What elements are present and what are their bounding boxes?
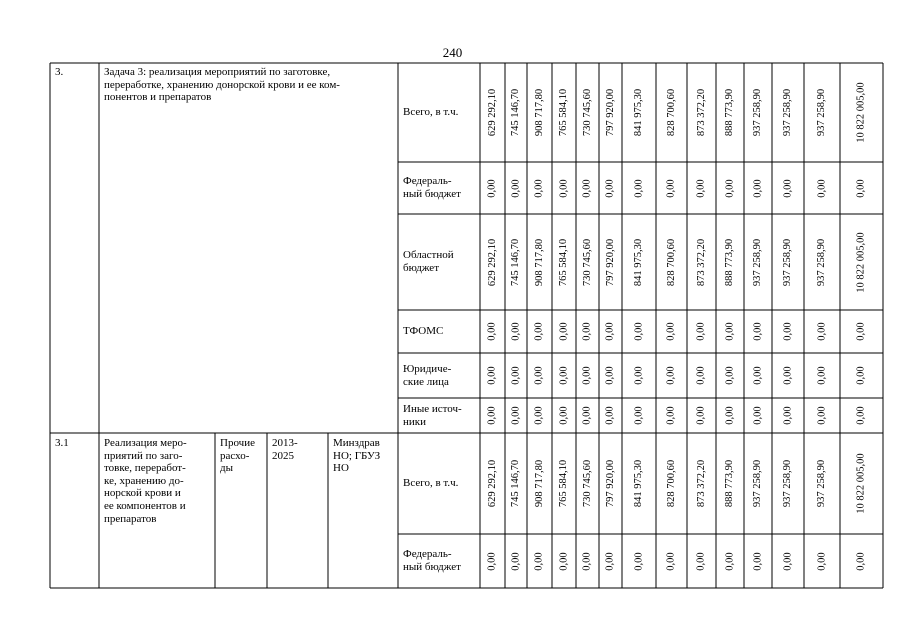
value-text: 0,00 bbox=[510, 178, 522, 198]
value-text: 888 773,90 bbox=[724, 88, 736, 137]
value-text: 937 258,90 bbox=[782, 238, 794, 286]
value-text: 0,00 bbox=[510, 551, 522, 571]
value-text: 765 584,10 bbox=[558, 238, 570, 286]
value-cell bbox=[527, 162, 552, 214]
value-text: 0,00 bbox=[724, 322, 736, 341]
value-text: 0,00 bbox=[605, 178, 616, 198]
value-cell bbox=[804, 214, 840, 310]
value-cell bbox=[840, 310, 883, 353]
value-text: 937 258,90 bbox=[782, 88, 794, 137]
value-cell bbox=[480, 214, 505, 310]
value-text: 873 372,20 bbox=[696, 459, 707, 508]
value-text: 629 292,10 bbox=[487, 459, 498, 508]
value-text: 0,00 bbox=[510, 406, 522, 425]
value-cell bbox=[716, 398, 744, 433]
value-cell bbox=[576, 162, 599, 214]
value-cell bbox=[687, 214, 716, 310]
value-text: 0,00 bbox=[633, 366, 645, 385]
value-cell bbox=[552, 63, 576, 162]
value-text: 0,00 bbox=[696, 178, 707, 198]
value-text: 0,00 bbox=[582, 551, 593, 571]
value-cell bbox=[527, 63, 552, 162]
value-cell bbox=[599, 534, 622, 588]
value-text: 0,00 bbox=[534, 406, 545, 425]
value-cell bbox=[744, 310, 772, 353]
value-text: 0,00 bbox=[782, 406, 794, 425]
value-cell bbox=[480, 398, 505, 433]
value-cell bbox=[505, 310, 527, 353]
row-category-label: Федераль- ный бюджет bbox=[403, 175, 461, 200]
value-cell bbox=[772, 310, 804, 353]
value-text: 0,00 bbox=[487, 322, 498, 341]
value-text: 0,00 bbox=[782, 322, 794, 341]
value-text: 0,00 bbox=[856, 322, 867, 341]
value-cell bbox=[772, 398, 804, 433]
value-cell bbox=[527, 398, 552, 433]
value-cell bbox=[804, 310, 840, 353]
value-cell bbox=[622, 214, 656, 310]
value-cell bbox=[687, 162, 716, 214]
value-text: 0,00 bbox=[816, 551, 828, 571]
value-text: 0,00 bbox=[487, 406, 498, 425]
value-cell bbox=[840, 433, 883, 534]
value-cell bbox=[687, 63, 716, 162]
period: 2013- 2025 bbox=[272, 437, 298, 462]
value-text: 0,00 bbox=[752, 178, 764, 198]
value-text: 745 146,70 bbox=[510, 459, 522, 508]
value-text: 937 258,90 bbox=[816, 238, 828, 286]
value-text: 0,00 bbox=[856, 366, 867, 385]
value-cell bbox=[716, 433, 744, 534]
value-text: 0,00 bbox=[666, 406, 677, 425]
value-text: 0,00 bbox=[633, 322, 645, 341]
value-cell bbox=[804, 534, 840, 588]
value-text: 745 146,70 bbox=[510, 238, 522, 286]
value-text: 0,00 bbox=[816, 366, 828, 385]
value-text: 0,00 bbox=[666, 551, 677, 571]
value-text: 0,00 bbox=[724, 366, 736, 385]
value-cell bbox=[840, 534, 883, 588]
value-cell bbox=[576, 310, 599, 353]
subsection-number: 3.1 bbox=[55, 437, 69, 449]
value-text: 0,00 bbox=[558, 366, 570, 385]
value-text: 629 292,10 bbox=[487, 238, 498, 286]
value-cell bbox=[552, 162, 576, 214]
expense-type: Прочие расхо- ды bbox=[220, 437, 255, 475]
value-cell bbox=[656, 398, 687, 433]
value-cell bbox=[716, 162, 744, 214]
row-category-label: Федераль- ный бюджет bbox=[403, 548, 461, 573]
value-text: 0,00 bbox=[696, 551, 707, 571]
row-category-label: Областной бюджет bbox=[403, 249, 454, 274]
value-cell bbox=[576, 398, 599, 433]
value-cell bbox=[480, 162, 505, 214]
value-cell bbox=[576, 534, 599, 588]
value-cell bbox=[656, 214, 687, 310]
value-text: 10 822 005,00 bbox=[856, 82, 867, 143]
value-text: 0,00 bbox=[782, 551, 794, 571]
value-cell bbox=[840, 162, 883, 214]
value-cell bbox=[804, 162, 840, 214]
value-text: 937 258,90 bbox=[752, 459, 764, 508]
value-cell bbox=[576, 353, 599, 398]
row-category-label: Всего, в т.ч. bbox=[403, 106, 459, 119]
value-cell bbox=[622, 63, 656, 162]
row-category-label: Юридиче- ские лица bbox=[403, 362, 452, 388]
value-text: 0,00 bbox=[782, 366, 794, 385]
value-cell bbox=[687, 310, 716, 353]
executor: Минздрав НО; ГБУЗ НО bbox=[333, 437, 381, 475]
value-text: 0,00 bbox=[666, 366, 677, 385]
section-number: 3. bbox=[55, 66, 64, 78]
value-text: 797 920,00 bbox=[605, 88, 616, 137]
value-text: 0,00 bbox=[558, 178, 570, 198]
value-text: 0,00 bbox=[582, 406, 593, 425]
page-number: 240 bbox=[442, 45, 463, 60]
value-text: 0,00 bbox=[752, 322, 764, 341]
value-cell bbox=[656, 63, 687, 162]
value-text: 0,00 bbox=[856, 178, 867, 198]
value-text: 0,00 bbox=[605, 366, 616, 385]
value-text: 937 258,90 bbox=[816, 459, 828, 508]
row-category-label: Всего, в т.ч. bbox=[403, 477, 459, 490]
value-cell bbox=[716, 63, 744, 162]
value-text: 730 745,60 bbox=[582, 459, 593, 508]
value-cell bbox=[505, 63, 527, 162]
value-text: 908 717,80 bbox=[534, 238, 545, 286]
value-cell bbox=[505, 214, 527, 310]
value-text: 908 717,80 bbox=[534, 459, 545, 508]
value-cell bbox=[527, 433, 552, 534]
value-text: 797 920,00 bbox=[605, 459, 616, 508]
value-cell bbox=[480, 353, 505, 398]
value-cell bbox=[576, 214, 599, 310]
value-cell bbox=[840, 63, 883, 162]
value-cell bbox=[716, 534, 744, 588]
value-text: 0,00 bbox=[696, 366, 707, 385]
value-cell bbox=[505, 398, 527, 433]
value-cell bbox=[772, 162, 804, 214]
value-cell bbox=[687, 353, 716, 398]
value-text: 937 258,90 bbox=[752, 238, 764, 286]
value-cell bbox=[656, 433, 687, 534]
value-cell bbox=[772, 63, 804, 162]
value-text: 745 146,70 bbox=[510, 88, 522, 137]
value-text: 0,00 bbox=[782, 178, 794, 198]
value-cell bbox=[744, 353, 772, 398]
value-text: 0,00 bbox=[487, 178, 498, 198]
value-text: 0,00 bbox=[558, 322, 570, 341]
value-text: 841 975,30 bbox=[633, 88, 645, 137]
value-cell bbox=[716, 353, 744, 398]
value-cell bbox=[480, 433, 505, 534]
value-text: 937 258,90 bbox=[752, 88, 764, 137]
value-cell bbox=[622, 162, 656, 214]
value-cell bbox=[656, 310, 687, 353]
value-cell bbox=[552, 353, 576, 398]
value-text: 0,00 bbox=[605, 406, 616, 425]
value-cell bbox=[552, 398, 576, 433]
value-cell bbox=[622, 353, 656, 398]
value-text: 828 700,60 bbox=[666, 238, 677, 286]
value-text: 0,00 bbox=[534, 551, 545, 571]
value-text: 0,00 bbox=[534, 366, 545, 385]
value-cell bbox=[505, 162, 527, 214]
value-text: 888 773,90 bbox=[724, 238, 736, 286]
value-cell bbox=[804, 398, 840, 433]
value-text: 0,00 bbox=[605, 551, 616, 571]
value-text: 828 700,60 bbox=[666, 88, 677, 137]
value-cell bbox=[599, 433, 622, 534]
value-cell bbox=[716, 214, 744, 310]
value-text: 0,00 bbox=[666, 322, 677, 341]
value-cell bbox=[656, 162, 687, 214]
value-cell bbox=[527, 310, 552, 353]
value-cell bbox=[622, 398, 656, 433]
value-cell bbox=[599, 353, 622, 398]
value-cell bbox=[480, 534, 505, 588]
value-text: 0,00 bbox=[856, 551, 867, 571]
value-cell bbox=[772, 433, 804, 534]
value-cell bbox=[527, 534, 552, 588]
value-text: 0,00 bbox=[582, 322, 593, 341]
value-text: 10 822 005,00 bbox=[856, 453, 867, 514]
value-text: 937 258,90 bbox=[816, 88, 828, 137]
value-text: 0,00 bbox=[752, 406, 764, 425]
value-text: 0,00 bbox=[558, 406, 570, 425]
value-text: 0,00 bbox=[816, 322, 828, 341]
value-text: 0,00 bbox=[510, 366, 522, 385]
value-text: 0,00 bbox=[510, 322, 522, 341]
value-text: 0,00 bbox=[633, 178, 645, 198]
value-cell bbox=[505, 534, 527, 588]
value-cell bbox=[687, 398, 716, 433]
value-text: 0,00 bbox=[696, 322, 707, 341]
value-cell bbox=[622, 433, 656, 534]
value-cell bbox=[744, 63, 772, 162]
value-text: 765 584,10 bbox=[558, 88, 570, 137]
value-cell bbox=[744, 162, 772, 214]
value-cell bbox=[599, 310, 622, 353]
value-cell bbox=[480, 63, 505, 162]
value-text: 0,00 bbox=[605, 322, 616, 341]
value-cell bbox=[656, 353, 687, 398]
value-text: 841 975,30 bbox=[633, 459, 645, 508]
value-cell bbox=[840, 214, 883, 310]
value-text: 841 975,30 bbox=[633, 238, 645, 286]
value-text: 0,00 bbox=[633, 551, 645, 571]
value-cell bbox=[772, 214, 804, 310]
value-text: 0,00 bbox=[534, 178, 545, 198]
value-cell bbox=[599, 398, 622, 433]
value-text: 0,00 bbox=[534, 322, 545, 341]
value-cell bbox=[804, 433, 840, 534]
row-category-label: ТФОМС bbox=[403, 325, 444, 338]
value-cell bbox=[804, 353, 840, 398]
value-text: 730 745,60 bbox=[582, 238, 593, 286]
value-text: 873 372,20 bbox=[696, 238, 707, 286]
value-cell bbox=[480, 310, 505, 353]
value-cell bbox=[552, 433, 576, 534]
value-text: 629 292,10 bbox=[487, 88, 498, 137]
value-cell bbox=[744, 398, 772, 433]
value-cell bbox=[840, 353, 883, 398]
section-title: Задача 3: реализация мероприятий по заготовке, переработке, хранению донорской крови и ее ком- понентов и препаратов bbox=[104, 66, 340, 104]
value-cell bbox=[599, 162, 622, 214]
value-text: 765 584,10 bbox=[558, 459, 570, 508]
value-text: 0,00 bbox=[487, 366, 498, 385]
value-cell bbox=[505, 353, 527, 398]
value-cell bbox=[599, 214, 622, 310]
value-text: 0,00 bbox=[752, 366, 764, 385]
value-text: 10 822 005,00 bbox=[856, 231, 867, 293]
value-text: 0,00 bbox=[487, 551, 498, 571]
value-text: 0,00 bbox=[666, 178, 677, 198]
value-cell bbox=[622, 534, 656, 588]
value-text: 0,00 bbox=[582, 366, 593, 385]
value-cell bbox=[772, 534, 804, 588]
value-text: 0,00 bbox=[582, 178, 593, 198]
value-text: 0,00 bbox=[558, 551, 570, 571]
value-cell bbox=[656, 534, 687, 588]
value-text: 0,00 bbox=[724, 178, 736, 198]
value-cell bbox=[576, 433, 599, 534]
value-text: 873 372,20 bbox=[696, 88, 707, 137]
value-cell bbox=[576, 63, 599, 162]
value-cell bbox=[527, 214, 552, 310]
value-cell bbox=[804, 63, 840, 162]
value-cell bbox=[687, 433, 716, 534]
value-cell bbox=[687, 534, 716, 588]
value-text: 0,00 bbox=[816, 178, 828, 198]
subsection-title: Реализация меро- приятий по заго- товке, переработ- ке, хранению до- норской крови и ее компонентов и препаратов bbox=[104, 437, 187, 525]
value-cell bbox=[840, 398, 883, 433]
value-cell bbox=[716, 310, 744, 353]
value-text: 730 745,60 bbox=[582, 88, 593, 137]
value-text: 0,00 bbox=[696, 406, 707, 425]
value-cell bbox=[552, 214, 576, 310]
value-text: 888 773,90 bbox=[724, 459, 736, 508]
row-category-label: Иные источ- ники bbox=[403, 402, 462, 428]
value-cell bbox=[622, 310, 656, 353]
value-text: 0,00 bbox=[724, 406, 736, 425]
value-text: 937 258,90 bbox=[782, 459, 794, 508]
value-text: 0,00 bbox=[856, 406, 867, 425]
value-text: 0,00 bbox=[633, 406, 645, 425]
value-text: 0,00 bbox=[724, 551, 736, 571]
value-cell bbox=[552, 310, 576, 353]
value-cell bbox=[505, 433, 527, 534]
value-cell bbox=[744, 534, 772, 588]
value-cell bbox=[599, 63, 622, 162]
value-text: 0,00 bbox=[816, 406, 828, 425]
value-text: 797 920,00 bbox=[605, 238, 616, 286]
value-text: 908 717,80 bbox=[534, 88, 545, 137]
value-text: 828 700,60 bbox=[666, 459, 677, 508]
value-cell bbox=[527, 353, 552, 398]
value-cell bbox=[772, 353, 804, 398]
value-cell bbox=[744, 214, 772, 310]
value-text: 0,00 bbox=[752, 551, 764, 571]
value-cell bbox=[744, 433, 772, 534]
value-cell bbox=[552, 534, 576, 588]
